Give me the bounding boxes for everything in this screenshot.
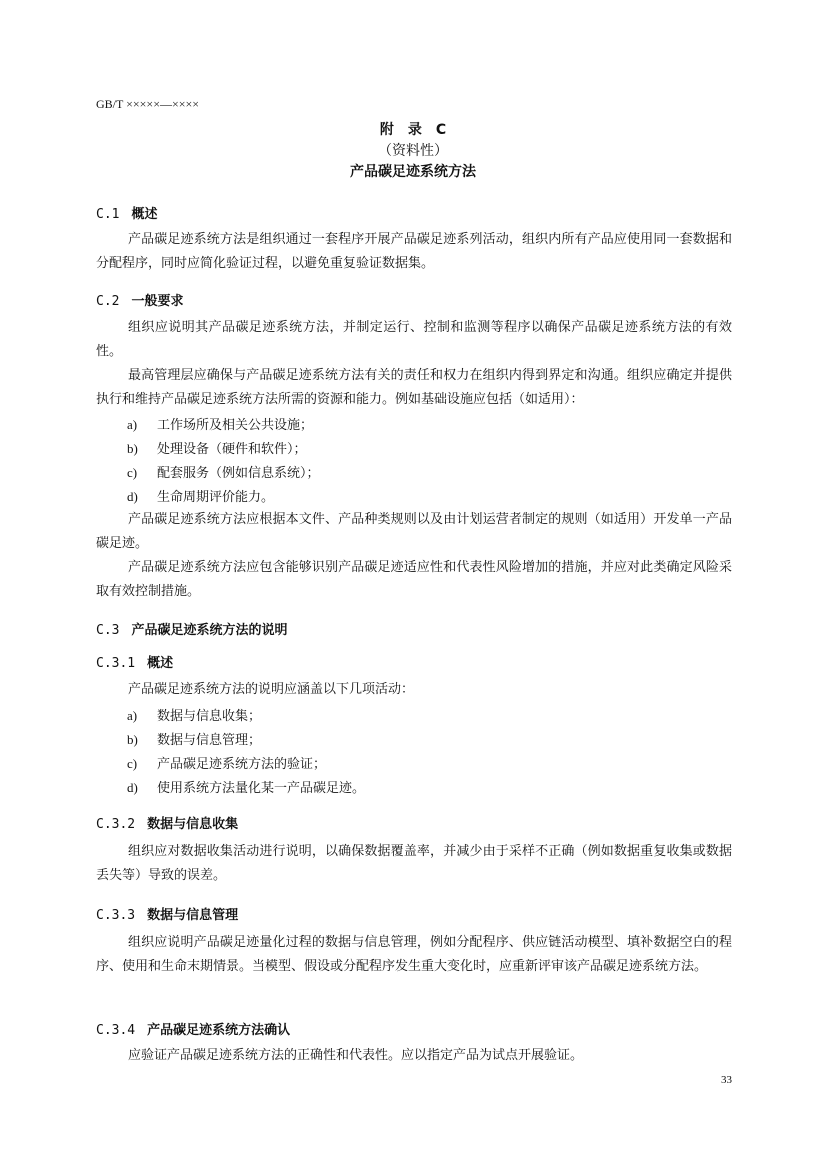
section-title: 概述: [147, 656, 174, 671]
paragraph: 最高管理层应确保与产品碳足迹系统方法有关的责任和权力在组织内得到界定和沟通。组织应确定并提供执行和维持产品碳足迹系统方法所需的资源和能力。例如基础设施应包括（如适用）：: [96, 368, 732, 407]
list-text: 配套服务（例如信息系统）；: [157, 466, 320, 481]
list-text: 使用系统方法量化某一产品碳足迹。: [157, 781, 366, 796]
annex-nature: （资料性）: [378, 143, 448, 159]
section-heading-c31: [96, 652, 173, 671]
list-item: [127, 463, 320, 484]
list-item: [127, 778, 365, 799]
annex-title: 产品碳足迹系统方法: [350, 164, 476, 180]
list-text: 工作场所及相关公共设施；: [157, 418, 314, 433]
section-number: C.3.3: [96, 908, 136, 923]
paragraph: 产品碳足迹系统方法应包含能够识别产品碳足迹适应性和代表性风险增加的措施，并应对此类确定风险采取有效控制措施。: [96, 560, 732, 599]
list-marker: b): [127, 441, 138, 456]
section-heading-c2: [96, 290, 184, 309]
standard-code: GB/T ×××××—××××: [96, 97, 200, 111]
section-title: 一般要求: [131, 294, 184, 309]
section-number: C.2: [96, 294, 120, 309]
paragraph: 应验证产品碳足迹系统方法的正确性和代表性。应以指定产品为试点开展验证。: [128, 1048, 584, 1063]
list-marker: d): [127, 780, 138, 795]
paragraph: 组织应说明其产品碳足迹系统方法，并制定运行、控制和监测等程序以确保产品碳足迹系统方法的有效性。: [96, 320, 732, 359]
section-number: C.3.4: [96, 1023, 136, 1038]
annex-label: 附 录 C: [379, 122, 447, 138]
list-marker: d): [127, 489, 138, 504]
list-marker: a): [127, 708, 138, 723]
list-marker: a): [127, 417, 138, 432]
list-marker: c): [127, 465, 138, 480]
section-number: C.3: [96, 623, 120, 638]
section-heading-c3: [96, 619, 288, 638]
list-item: [127, 754, 326, 775]
section-title: 产品碳足迹系统方法的说明: [131, 623, 288, 638]
list-item: [127, 415, 313, 436]
list-text: 生命周期评价能力。: [157, 490, 275, 505]
list-item: [127, 706, 261, 727]
section-number: C.1: [96, 207, 120, 222]
paragraph: 产品碳足迹系统方法的说明应涵盖以下几项活动：: [128, 682, 415, 697]
section-heading-c32: [96, 813, 238, 832]
list-item: [127, 439, 307, 460]
section-title: 产品碳足迹系统方法确认: [147, 1023, 291, 1038]
list-item: [127, 730, 261, 751]
list-text: 数据与信息管理；: [157, 733, 262, 748]
section-title: 概述: [131, 207, 158, 222]
list-item: [127, 487, 274, 508]
section-heading-c34: [96, 1019, 290, 1038]
page-number: 33: [721, 1074, 732, 1086]
section-number: C.3.2: [96, 817, 136, 832]
list-marker: c): [127, 756, 138, 771]
section-title: 数据与信息收集: [147, 817, 239, 832]
paragraph: 组织应说明产品碳足迹量化过程的数据与信息管理，例如分配程序、供应链活动模型、填补数据空白的程序、使用和生命末期情景。当模型、假设或分配程序发生重大变化时，应重新评审该产品碳足迹系统方法。: [96, 935, 732, 974]
paragraph: 组织应对数据收集活动进行说明，以确保数据覆盖率，并减少由于采样不正确（例如数据重复收集或数据丢失等）导致的误差。: [96, 844, 732, 883]
section-number: C.3.1: [96, 656, 136, 671]
section-title: 数据与信息管理: [147, 908, 239, 923]
section-heading-c33: [96, 904, 238, 923]
section-heading-c1: [96, 203, 158, 222]
list-text: 产品碳足迹系统方法的验证；: [157, 757, 327, 772]
paragraph: 产品碳足迹系统方法是组织通过一套程序开展产品碳足迹系列活动，组织内所有产品应使用同一套数据和分配程序，同时应简化验证过程，以避免重复验证数据集。: [96, 232, 732, 271]
list-marker: b): [127, 732, 138, 747]
paragraph: 产品碳足迹系统方法应根据本文件、产品种类规则以及由计划运营者制定的规则（如适用）开发单一产品碳足迹。: [96, 512, 732, 551]
list-text: 数据与信息收集；: [157, 709, 262, 724]
list-text: 处理设备（硬件和软件）；: [157, 442, 307, 457]
